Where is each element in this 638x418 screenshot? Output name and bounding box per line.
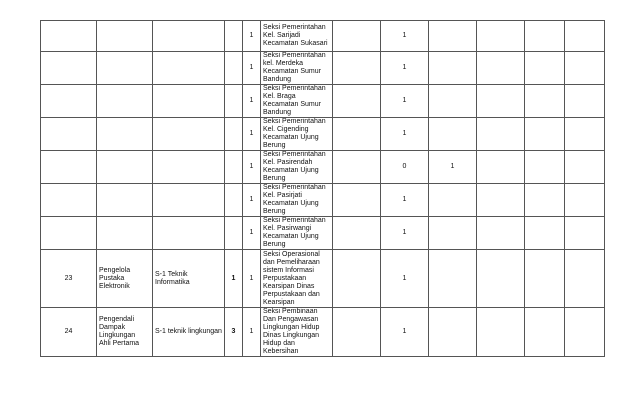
unit-name-line: kel. Merdeka (263, 60, 304, 67)
qualification (153, 151, 225, 184)
need-count: 1 (243, 217, 261, 250)
column-13 (565, 52, 605, 85)
column-12 (525, 118, 565, 151)
column-9: 1 (381, 250, 429, 308)
column-13 (565, 184, 605, 217)
unit-name (261, 184, 333, 217)
unit-name-line: Perpustakaan dan (263, 290, 320, 298)
column-13 (565, 250, 605, 308)
position-name-line: Lingkungan (99, 332, 136, 339)
position-name-line: Pustaka (99, 274, 125, 282)
column-9: 0 (381, 151, 429, 184)
column-11 (477, 151, 525, 184)
table-row (41, 217, 605, 250)
unit-name-line: Kearsipan (263, 298, 295, 306)
unit-name-line: Seksi Pemerintahan (263, 184, 326, 191)
qualification (153, 217, 225, 250)
column-12 (525, 21, 565, 52)
column-11 (477, 52, 525, 85)
need-count: 1 (243, 184, 261, 217)
column-11 (477, 85, 525, 118)
table-row (41, 85, 605, 118)
column-9: 1 (381, 184, 429, 217)
column-8 (333, 184, 381, 217)
column-9: 1 (381, 21, 429, 52)
position-name-line: Elektronik (99, 282, 130, 290)
unit-name-line: Bandung (263, 109, 292, 116)
column-9: 1 (381, 308, 429, 357)
bezetting-count (225, 85, 243, 118)
unit-name-line: Berung (263, 142, 286, 149)
column-8 (333, 308, 381, 357)
column-9: 1 (381, 118, 429, 151)
unit-name-line: Kecamatan Sumur (263, 68, 321, 75)
unit-name-line: Seksi Pemerintahan (263, 24, 326, 31)
row-number (41, 118, 97, 151)
column-13 (565, 151, 605, 184)
unit-name-line: Seksi Pemerintahan (263, 151, 326, 158)
unit-name-line: Kecamatan Ujung (263, 233, 319, 240)
bezetting-count: 3 (225, 308, 243, 357)
unit-name-line: Kel. Sarijadi (263, 32, 301, 39)
bezetting-count: 1 (225, 250, 243, 308)
need-count: 1 (243, 52, 261, 85)
column-13 (565, 118, 605, 151)
unit-name-line: Seksi Pemerintahan (263, 85, 326, 92)
column-8 (333, 250, 381, 308)
unit-name-line: Berung (263, 175, 286, 182)
row-number (41, 217, 97, 250)
column-10 (429, 308, 477, 357)
need-count: 1 (243, 21, 261, 52)
position-name-line: Ahli Pertama (99, 340, 140, 347)
qualification (153, 52, 225, 85)
formation-table (40, 20, 605, 357)
column-12 (525, 308, 565, 357)
column-9: 1 (381, 217, 429, 250)
unit-name-line: Perpustakaan (263, 274, 307, 282)
need-count: 1 (243, 151, 261, 184)
unit-name (261, 118, 333, 151)
column-10 (429, 118, 477, 151)
position-name (97, 52, 153, 85)
bezetting-count (225, 52, 243, 85)
position-name (97, 184, 153, 217)
unit-name (261, 151, 333, 184)
unit-name-line: Kecamatan Ujung (263, 134, 319, 141)
bezetting-count (225, 118, 243, 151)
column-12 (525, 184, 565, 217)
table-row (41, 308, 605, 357)
row-number (41, 52, 97, 85)
unit-name-line: sistem Informasi (263, 266, 314, 274)
unit-name-line: Kel. Pasirwangi (263, 225, 312, 232)
position-name (97, 250, 153, 308)
column-12 (525, 151, 565, 184)
unit-name-line: Kecamatan Sumur (263, 101, 321, 108)
position-name (97, 118, 153, 151)
row-number (41, 85, 97, 118)
qualification (153, 85, 225, 118)
unit-name-line: Kebersihan (263, 348, 299, 355)
column-12 (525, 217, 565, 250)
unit-name (261, 52, 333, 85)
position-name (97, 21, 153, 52)
column-8 (333, 217, 381, 250)
column-10 (429, 21, 477, 52)
unit-name-line: Seksi Pemerintahan (263, 217, 326, 224)
position-name-line: Pengelola (99, 266, 131, 274)
bezetting-count (225, 151, 243, 184)
column-10 (429, 85, 477, 118)
column-11 (477, 308, 525, 357)
column-11 (477, 118, 525, 151)
table-row (41, 52, 605, 85)
column-10 (429, 217, 477, 250)
unit-name (261, 85, 333, 118)
unit-name (261, 217, 333, 250)
column-11 (477, 217, 525, 250)
qualification (153, 118, 225, 151)
column-8 (333, 118, 381, 151)
table-row (41, 151, 605, 184)
column-8 (333, 151, 381, 184)
need-count: 1 (243, 118, 261, 151)
table-row (41, 184, 605, 217)
unit-name-line: Berung (263, 241, 286, 248)
column-12 (525, 85, 565, 118)
column-11 (477, 184, 525, 217)
unit-name-line: Kel. Pasirjati (263, 192, 302, 199)
column-13 (565, 217, 605, 250)
unit-name-line: Kecamatan Ujung (263, 167, 319, 174)
unit-name-line: Bandung (263, 76, 292, 83)
column-12 (525, 250, 565, 308)
table-row (41, 250, 605, 308)
column-9: 1 (381, 85, 429, 118)
column-11 (477, 21, 525, 52)
unit-name-line: Lingkungan Hidup (263, 324, 320, 331)
position-name (97, 308, 153, 357)
unit-name-line: Kecamatan Ujung (263, 200, 319, 207)
column-8 (333, 21, 381, 52)
row-number (41, 21, 97, 52)
column-11 (477, 250, 525, 308)
qualification: S-1 teknik lingkungan (153, 308, 225, 357)
bezetting-count (225, 184, 243, 217)
unit-name-line: Kel. Braga (263, 93, 296, 100)
need-count: 1 (243, 250, 261, 308)
position-name-line: Dampak (99, 324, 126, 331)
need-count: 1 (243, 85, 261, 118)
unit-name-line: Seksi Pembinaan (263, 308, 318, 315)
column-13 (565, 85, 605, 118)
table-row (41, 21, 605, 52)
unit-name-line: dan Pemeliharaan (263, 258, 320, 266)
unit-name-line: Dan Pengawasan (263, 316, 319, 323)
position-name (97, 151, 153, 184)
unit-name-line: Kearsipan Dinas (263, 282, 315, 290)
column-10 (429, 52, 477, 85)
unit-name-line: Berung (263, 208, 286, 215)
unit-name (261, 21, 333, 52)
column-9: 1 (381, 52, 429, 85)
table-row (41, 118, 605, 151)
unit-name-line: Hidup dan (263, 340, 295, 347)
unit-name-line: Dinas Lingkungan (263, 332, 320, 339)
column-10 (429, 250, 477, 308)
unit-name-line: Seksi Pemerintahan (263, 52, 326, 59)
position-name (97, 85, 153, 118)
qualification (153, 184, 225, 217)
qualification: S-1 Teknik Informatika (153, 250, 225, 308)
column-13 (565, 21, 605, 52)
position-name (97, 217, 153, 250)
unit-name-line: Seksi Operasional (263, 250, 320, 258)
unit-name-line: Kecamatan Sukasari (263, 40, 328, 47)
row-number (41, 184, 97, 217)
unit-name-line: Kel. Cigending (263, 126, 309, 133)
row-number: 23 (41, 250, 97, 308)
unit-name (261, 308, 333, 357)
need-count: 1 (243, 308, 261, 357)
unit-name (261, 250, 333, 308)
position-name-line: Pengendali (99, 316, 135, 323)
row-number: 24 (41, 308, 97, 357)
column-10 (429, 184, 477, 217)
column-8 (333, 52, 381, 85)
column-12 (525, 52, 565, 85)
row-number (41, 151, 97, 184)
unit-name-line: Seksi Pemerintahan (263, 118, 326, 125)
column-13 (565, 308, 605, 357)
qualification (153, 21, 225, 52)
column-10: 1 (429, 151, 477, 184)
column-8 (333, 85, 381, 118)
unit-name-line: Kel. Pasirendah (263, 159, 313, 166)
bezetting-count (225, 217, 243, 250)
bezetting-count (225, 21, 243, 52)
